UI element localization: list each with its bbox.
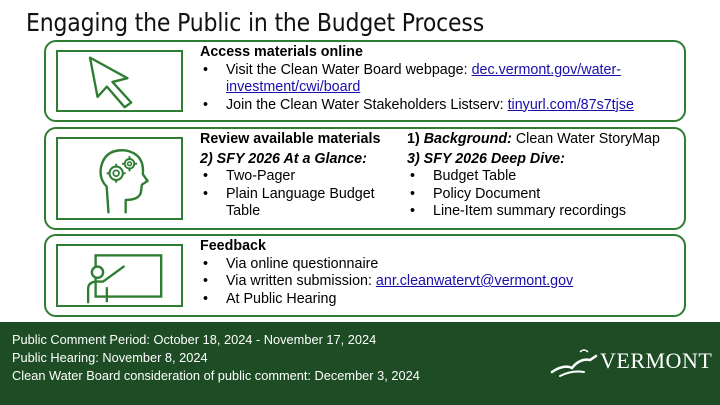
review-right-column	[407, 131, 682, 221]
footer-dates	[12, 331, 420, 385]
vermont-logo	[550, 342, 713, 382]
listserv-link[interactable]: tinyurl.com/87s7tjse	[507, 96, 634, 113]
email-link[interactable]: anr.cleanwatervt@vermont.gov	[375, 273, 574, 289]
deep-dive-heading: 3) SFY 2026 Deep Dive:	[407, 150, 565, 167]
cursor-arrow-icon	[58, 52, 181, 110]
plain-language-line1: Plain Language Budget	[226, 185, 375, 202]
mountain-icon	[550, 342, 600, 382]
feedback-item-hearing: • At Public Hearing	[200, 291, 678, 309]
review-left-column	[200, 131, 400, 221]
comment-period: Public Comment Period: October 18, 2024 - November 17, 2024	[12, 332, 377, 347]
feedback-card	[44, 234, 686, 317]
background-number: 1)	[407, 131, 424, 147]
deep-dive-item-budget-table: • Budget Table	[407, 168, 682, 186]
background-label: Background:	[423, 131, 512, 147]
written-label: Via written submission:	[226, 273, 376, 289]
deep-dive-item-recordings: • Line-Item summary recordings	[407, 203, 682, 221]
access-content	[200, 44, 678, 114]
feedback-heading: Feedback	[200, 238, 266, 254]
feedback-item-questionnaire: • Via online questionnaire	[200, 256, 678, 274]
access-heading: Access materials online	[200, 44, 363, 60]
access-materials-card	[44, 40, 686, 122]
feedback-content	[200, 238, 678, 308]
background-item	[407, 131, 682, 149]
webpage-label: Visit the Clean Water Board webpage:	[226, 61, 472, 78]
head-gears-icon	[58, 139, 181, 218]
page-title: Engaging the Public in the Budget Process	[26, 8, 484, 37]
presenter-board-icon	[58, 246, 181, 305]
board-link-part1: dec.vermont.gov/water-	[471, 61, 621, 78]
access-icon-box	[56, 50, 183, 112]
glance-item-two-pager: • Two-Pager	[200, 168, 400, 186]
access-item-listserv	[200, 97, 678, 115]
access-item-webpage	[200, 62, 678, 97]
footer-banner	[0, 322, 720, 405]
review-materials-card	[44, 127, 686, 230]
glance-item-plain-language	[200, 186, 400, 221]
feedback-icon-box	[56, 244, 183, 307]
background-text: Clean Water StoryMap	[511, 131, 660, 147]
review-heading: Review available materials	[200, 131, 381, 147]
board-consideration-date: Clean Water Board consideration of public comment: December 3, 2024	[12, 368, 420, 383]
feedback-item-written	[200, 273, 678, 291]
public-hearing-date: Public Hearing: November 8, 2024	[12, 350, 208, 365]
at-a-glance-heading: 2) SFY 2026 At a Glance:	[200, 150, 367, 167]
vermont-wordmark: VERMONT	[600, 348, 713, 373]
board-link-part2: investment/cwi/board	[226, 79, 361, 95]
plain-language-line2: Table	[226, 203, 261, 219]
review-icon-box	[56, 137, 183, 220]
deep-dive-item-policy: • Policy Document	[407, 186, 682, 204]
listserv-label: Join the Clean Water Stakeholders Listserv:	[226, 96, 508, 113]
